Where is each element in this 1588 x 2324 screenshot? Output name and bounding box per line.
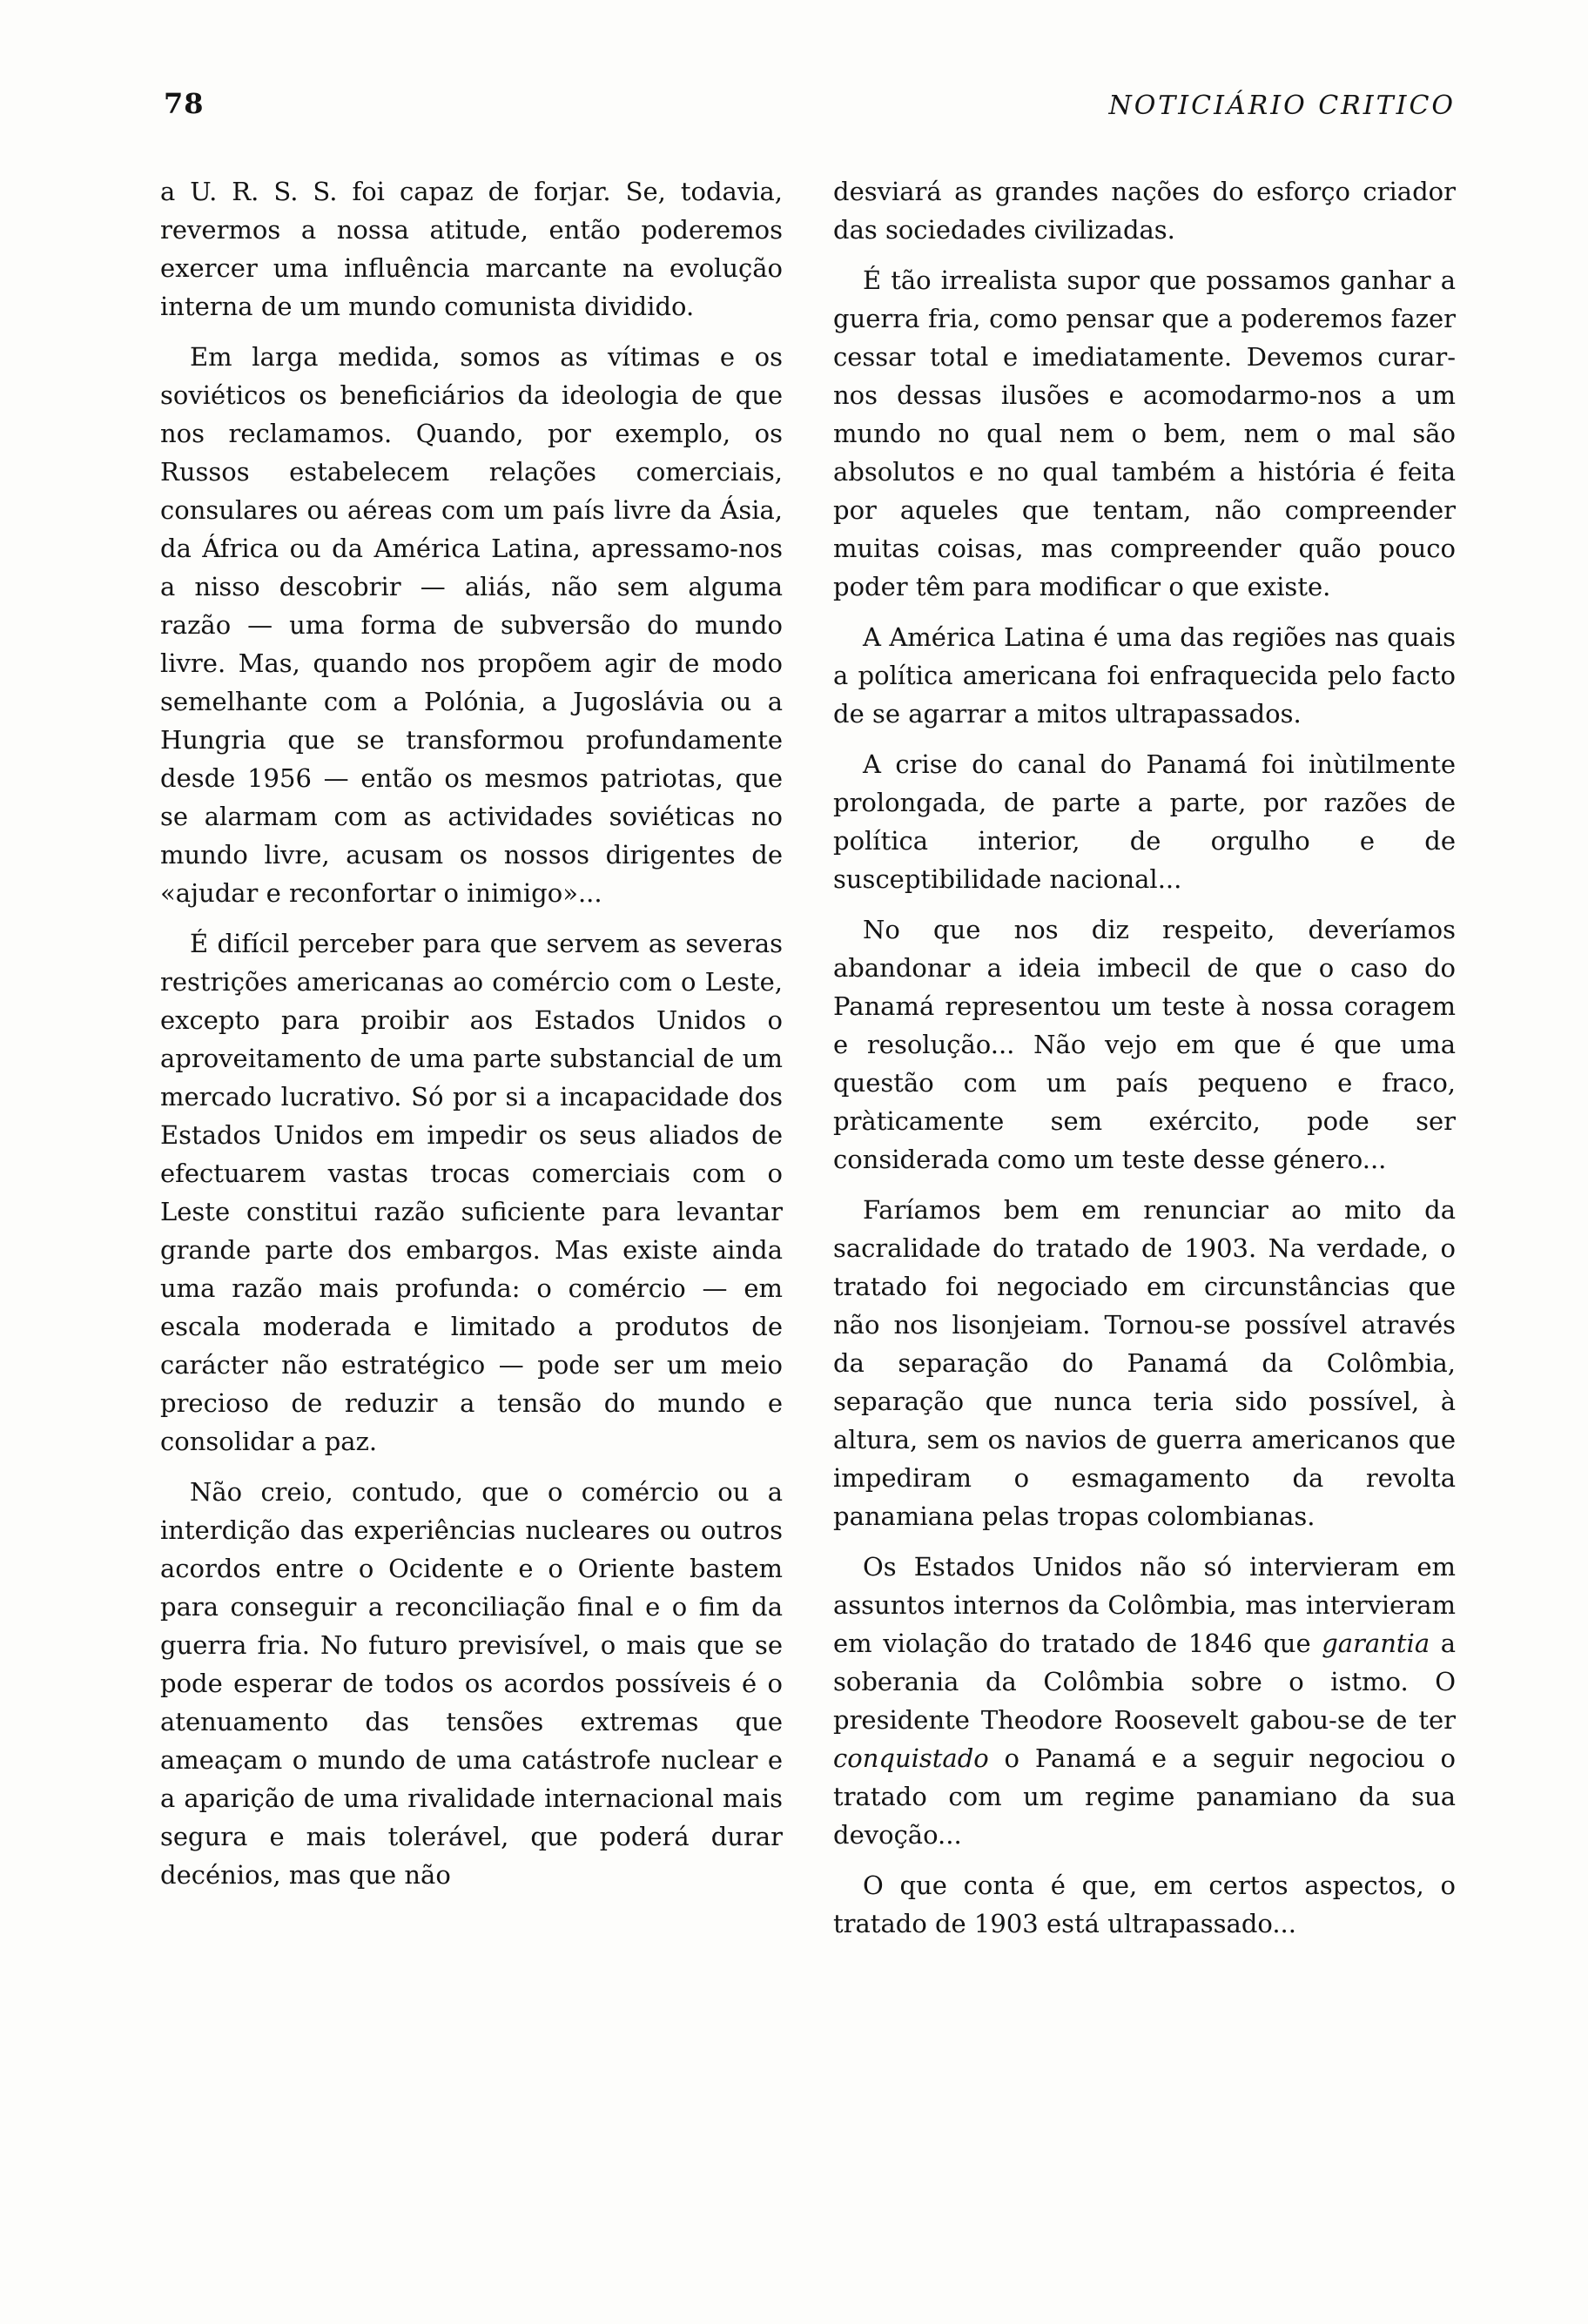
paragraph: Faríamos bem em renunciar ao mito da sacralidade do tratado de 1903. Na verdade, o tratado foi negociado em circunstâncias que não nos lisonjeiam. Tornou-se possível através da separação do Panamá da Colômbia, separação que nunca teria sido possível, à altura, sem os navios de guerra americanos que impediram o esmagamento da revolta panamiana pelas tropas colombianas. [833,1195,1456,1531]
paragraph-text: a soberania da Colômbia sobre o istmo. O presidente Theodore Roosevelt gabou-se de ter [833,1629,1456,1735]
paragraph: Não creio, contudo, que o comércio ou a interdição das experiências nucleares ou outros acordos entre o Ocidente e o Oriente bastem para conseguir a reconciliação final e o fim da guerra fria. No futuro previsível, o mais que se pode esperar de todos os acordos possíveis é o atenuamento das tensões extremas que ameaçam o mundo de uma catástrofe nuclear e a aparição de uma rivalidade internacional mais segura e mais tolerável, que poderá durar decénios, mas que não [160,1477,783,1890]
paragraph: No que nos diz respeito, deveríamos abandonar a ideia imbecil de que o caso do Panamá representou um teste à nossa coragem e resolução... Não vejo em que é que uma questão com um país pequeno e fraco, pràticamente sem exército, pode ser considerada como um teste desse género... [833,915,1456,1174]
right-column [833,172,1456,1955]
paragraph: Em larga medida, somos as vítimas e os soviéticos os beneficiários da ideologia de que nos reclamamos. Quando, por exemplo, os Russos estabelecem relações comerciais, consulares ou aéreas com um país livre da Ásia, da África ou da América Latina, apressamo-nos a nisso descobrir — aliás, não sem alguma razão — uma forma de subversão do mundo livre. Mas, quando nos propõem agir de modo semelhante com a Polónia, a Jugoslávia ou a Hungria que se transformou profundamente desde 1956 — então os mesmos patriotas, que se alarmam com as actividades soviéticas no mundo livre, acusam os nossos dirigentes de «ajudar e reconfortar o inimigo»... [160,342,783,908]
paragraph: O que conta é que, em certos aspectos, o tratado de 1903 está ultrapassado... [833,1871,1456,1938]
emphasis-text: conquistado [833,1743,989,1773]
page-number: 78 [164,87,205,120]
paragraph-text: Os Estados Unidos não só intervieram em assuntos internos da Colômbia, mas intervieram em violação do tratado de 1846 que [833,1552,1456,1658]
paragraph: desviará as grandes nações do esforço criador das sociedades civilizadas. [833,177,1456,245]
paragraph: É difícil perceber para que servem as severas restrições americanas ao comércio com o Leste, excepto para proibir aos Estados Unidos o aproveitamento de uma parte substancial de um mercado lucrativo. Só por si a incapacidade dos Estados Unidos em impedir os seus aliados de efectuarem vastas trocas comerciais com o Leste constitui razão suficiente para levantar grande parte dos embargos. Mas existe ainda uma razão mais profunda: o comércio — em escala moderada e limitado a produtos de carácter não estratégico — pode ser um meio precioso de reduzir a tensão do mundo e consolidar a paz. [160,929,783,1456]
paragraph [833,1548,1456,1854]
running-head: NOTICIÁRIO CRITICO [1108,91,1456,121]
emphasis-text: garantia [1322,1629,1430,1658]
paragraph: A América Latina é uma das regiões nas quais a política americana foi enfraquecida pelo facto de se agarrar a mitos ultrapassados. [833,622,1456,729]
paragraph-text: o Panamá e a seguir negociou o tratado com um regime panamiano da sua devoção... [833,1743,1456,1850]
paragraph: a U. R. S. S. foi capaz de forjar. Se, todavia, revermos a nossa atitude, então poderemos exercer uma influência marcante na evolução interna de um mundo comunista dividido. [160,177,783,321]
paragraph: A crise do canal do Panamá foi inùtilmente prolongada, de parte a parte, por razões de política interior, de orgulho e de susceptibilidade nacional... [833,749,1456,894]
paragraph: É tão irrealista supor que possamos ganhar a guerra fria, como pensar que a poderemos fazer cessar total e imediatamente. Devemos curar-nos dessas ilusões e acomodarmo-nos a um mundo no qual nem o bem, nem o mal são absolutos e no qual também a história é feita por aqueles que tentam, não compreender muitas coisas, mas compreender quão pouco poder têm para modificar o que existe. [833,265,1456,601]
left-column [160,172,783,1906]
